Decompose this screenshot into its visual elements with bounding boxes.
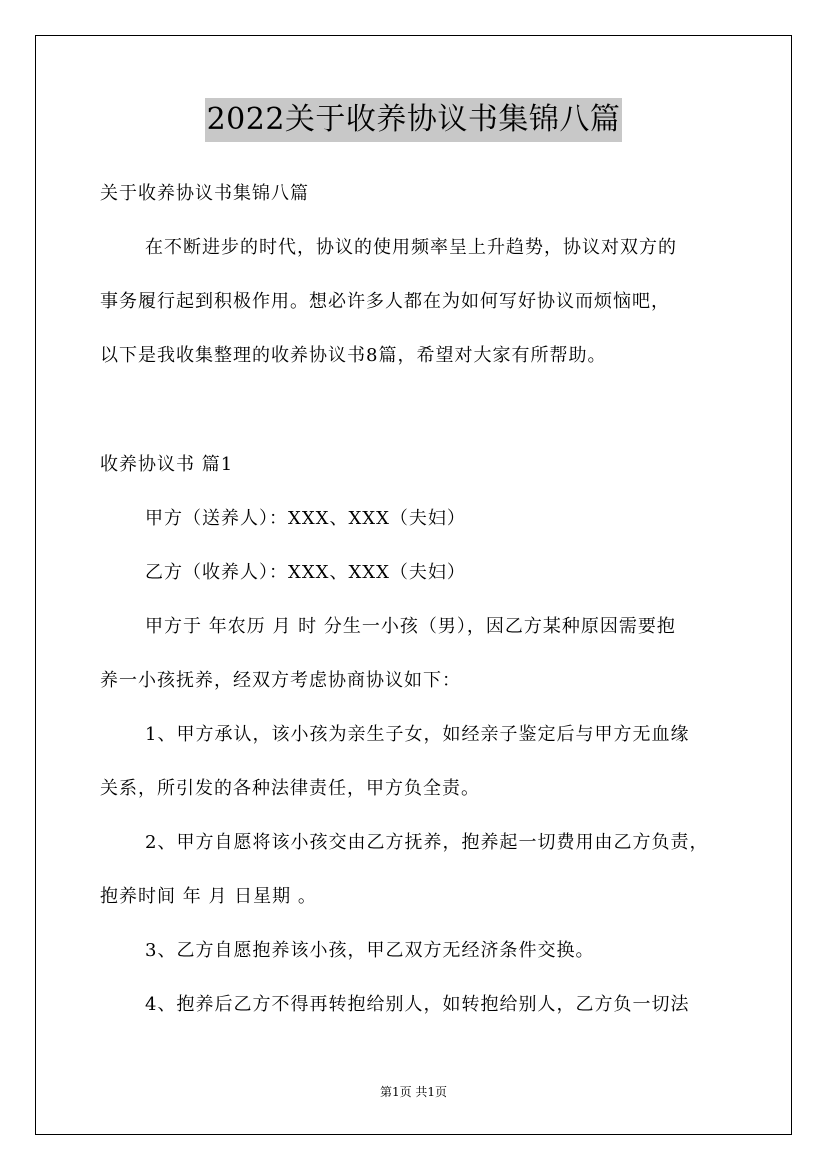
intro-line-3: 以下是我收集整理的收养协议书8篇，希望对大家有所帮助。: [100, 345, 607, 366]
page-number-footer: 第1页 共1页: [379, 1085, 448, 1099]
body-line-6: 抱养时间 年 月 日星期 。: [100, 886, 317, 907]
section-heading: 收养协议书 篇1: [100, 454, 234, 475]
body-line-2: 养一小孩抚养，经双方考虑协商协议如下：: [100, 670, 461, 691]
body-line-4: 关系，所引发的各种法律责任，甲方负全责。: [100, 778, 480, 799]
body-line-7: 3、乙方自愿抱养该小孩，甲乙双方无经济条件交换。: [145, 940, 595, 961]
document-subtitle: 关于收养协议书集锦八篇: [100, 183, 309, 204]
title-container: [0, 98, 827, 142]
body-line-1: 甲方于 年农历 月 时 分生一小孩（男），因乙方某种原因需要抱: [145, 616, 676, 637]
party-b-line: 乙方（收养人）：XXX、XXX（夫妇）: [145, 562, 466, 583]
document-title: 2022关于收养协议书集锦八篇: [205, 98, 623, 142]
body-line-8: 4、抱养后乙方不得再转抱给别人，如转抱给别人，乙方负一切法: [145, 994, 690, 1015]
body-line-3: 1、甲方承认，该小孩为亲生子女，如经亲子鉴定后与甲方无血缘: [145, 724, 690, 745]
intro-line-2: 事务履行起到积极作用。想必许多人都在为如何写好协议而烦恼吧，: [100, 291, 670, 312]
body-line-5: 2、甲方自愿将该小孩交由乙方抚养，抱养起一切费用由乙方负责，: [145, 832, 709, 853]
intro-line-1: 在不断进步的时代，协议的使用频率呈上升趋势，协议对双方的: [145, 237, 677, 258]
party-a-line: 甲方（送养人）：XXX、XXX（夫妇）: [145, 508, 466, 529]
